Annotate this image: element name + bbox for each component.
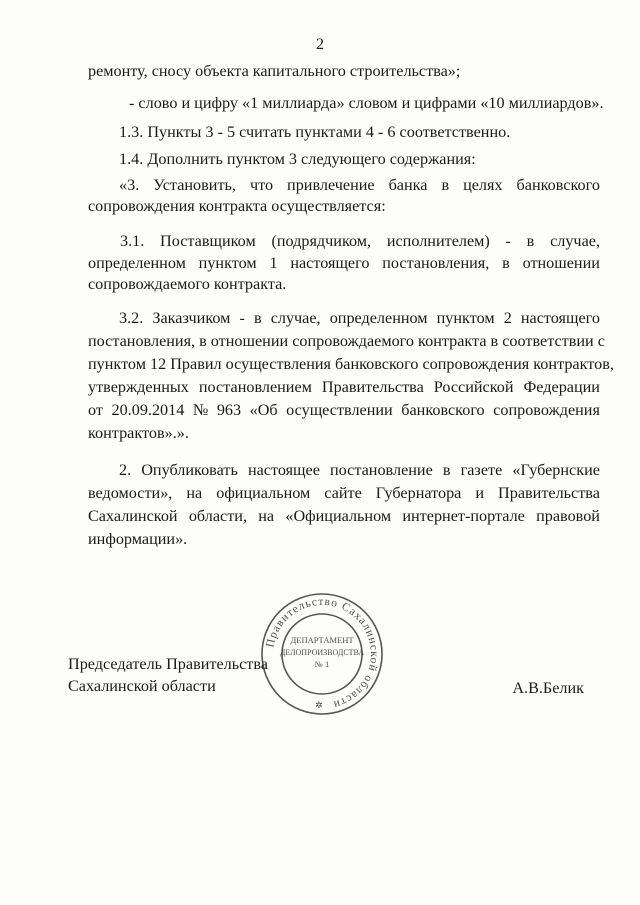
word: пунктом xyxy=(436,309,495,327)
word: Заказчиком xyxy=(152,309,231,327)
text-line xyxy=(88,508,600,524)
page-number: 2 xyxy=(316,36,324,53)
text-line xyxy=(88,255,600,271)
text-line: 1.3. Пункты 3 - 5 считать пунктами 4 - 6 соответственно. xyxy=(119,123,511,141)
word: Правительства xyxy=(321,378,424,396)
word: привлечение xyxy=(287,176,375,194)
signature-title-block xyxy=(68,653,268,697)
text-line: контрактов».». xyxy=(88,424,189,442)
word: 3.1. xyxy=(120,232,145,250)
justified-line xyxy=(88,379,600,395)
justified-line xyxy=(88,485,600,501)
word: постановление xyxy=(330,461,433,479)
word: правовой xyxy=(536,507,600,525)
word: «Официальном xyxy=(285,507,392,525)
text-line: пунктом 12 Правил осуществления банковского сопровождения контрактов, xyxy=(88,355,614,373)
text-line xyxy=(88,485,600,501)
signer-title-line-2: Сахалинской области xyxy=(68,677,216,695)
word: настоящего xyxy=(290,254,370,272)
justified-line xyxy=(88,402,600,418)
word: Установить, xyxy=(153,176,236,194)
word: 1 xyxy=(269,254,278,272)
word: 963 xyxy=(216,401,242,419)
justified-line xyxy=(120,233,600,249)
word: банковского xyxy=(516,176,600,194)
word: от xyxy=(88,401,103,419)
text-line: - слово и цифру «1 миллиарда» словом и цифрами «10 миллиардов». xyxy=(129,94,604,112)
word: - xyxy=(239,309,245,327)
word: Правительства xyxy=(498,484,600,502)
text-line: сопровождения контракта осуществляется: xyxy=(88,197,386,215)
word: и xyxy=(475,484,485,502)
word: в xyxy=(442,461,451,479)
word: Опубликовать xyxy=(141,461,238,479)
word: «3. xyxy=(119,176,140,194)
word: «Об xyxy=(249,401,278,419)
word: отношении xyxy=(522,254,600,272)
text-line: информации». xyxy=(88,530,188,548)
text-line xyxy=(119,462,600,478)
stamp-center-line-1: ДЕПАРТАМЕНТ xyxy=(290,635,354,645)
word: исполнителем) xyxy=(386,232,490,250)
text-line: 1.4. Дополнить пунктом 3 следующего содержания: xyxy=(119,150,476,168)
word: настоящее xyxy=(247,461,320,479)
text-line xyxy=(88,379,600,395)
word: случае, xyxy=(270,309,321,327)
word: интернет-портале xyxy=(402,507,525,525)
word: Губернатора xyxy=(375,484,462,502)
text-line xyxy=(88,402,600,418)
word: определенном xyxy=(329,309,428,327)
word: сопровождения xyxy=(493,401,600,419)
word: осуществлении xyxy=(286,401,393,419)
text-line: сопровождаемого контракта. xyxy=(88,275,287,293)
word: Сахалинской xyxy=(88,507,178,525)
word: Поставщиком xyxy=(160,232,256,250)
word: официальном xyxy=(216,484,311,502)
word: (подрядчиком, xyxy=(271,232,372,250)
signer-title-line-1: Председатель Правительства xyxy=(68,655,268,673)
word: что xyxy=(249,176,274,194)
justified-line xyxy=(88,508,600,524)
word: постановлением xyxy=(198,378,312,396)
signer-name: А.В.Белик xyxy=(512,679,584,697)
official-stamp xyxy=(256,590,388,718)
word: сайте xyxy=(324,484,362,502)
justified-line xyxy=(119,310,600,326)
word: 2. xyxy=(119,461,132,479)
word: 3.2. xyxy=(119,309,144,327)
word: газете xyxy=(460,461,503,479)
word: определенном xyxy=(88,254,186,272)
word: банка xyxy=(388,176,428,194)
word: № xyxy=(192,401,209,419)
word: банковского xyxy=(401,401,485,419)
text-line: ремонту, сносу объекта капитального строительства»; xyxy=(88,62,461,80)
stamp-center-line-3: № 1 xyxy=(314,659,330,669)
word: области, xyxy=(188,507,247,525)
word: целях xyxy=(463,176,503,194)
word: пунктом xyxy=(198,254,257,272)
word: в xyxy=(441,176,450,194)
word: 20.09.2014 xyxy=(111,401,185,419)
word: ведомости», xyxy=(88,484,173,502)
word: настоящего xyxy=(520,309,600,327)
word: в xyxy=(526,232,535,250)
word: случае, xyxy=(550,232,600,250)
stamp-ring-path-text: Правительство Сахалинской области xyxy=(264,595,381,711)
text-line xyxy=(119,177,600,193)
word: 2 xyxy=(503,309,512,327)
stamp-star-icon: ✲ xyxy=(315,701,323,711)
stamp-center-line-2: ДЕЛОПРОИЗВОДСТВА xyxy=(279,648,365,657)
text-line xyxy=(120,233,600,249)
word: в xyxy=(502,254,510,272)
text-line xyxy=(119,310,600,326)
word: на xyxy=(186,484,203,502)
justified-line xyxy=(119,177,600,193)
text-line: постановления, в отношении сопровождаемого контракта в соответствии с xyxy=(88,332,605,350)
word: - xyxy=(505,232,511,250)
word: в xyxy=(253,309,262,327)
word: Федерации xyxy=(523,378,600,396)
word: утвержденных xyxy=(88,378,189,396)
word: Российской xyxy=(433,378,514,396)
word: «Губернские xyxy=(512,461,600,479)
justified-line xyxy=(88,255,600,271)
word: на xyxy=(258,507,275,525)
justified-line xyxy=(119,462,600,478)
word: постановления, xyxy=(382,254,490,272)
